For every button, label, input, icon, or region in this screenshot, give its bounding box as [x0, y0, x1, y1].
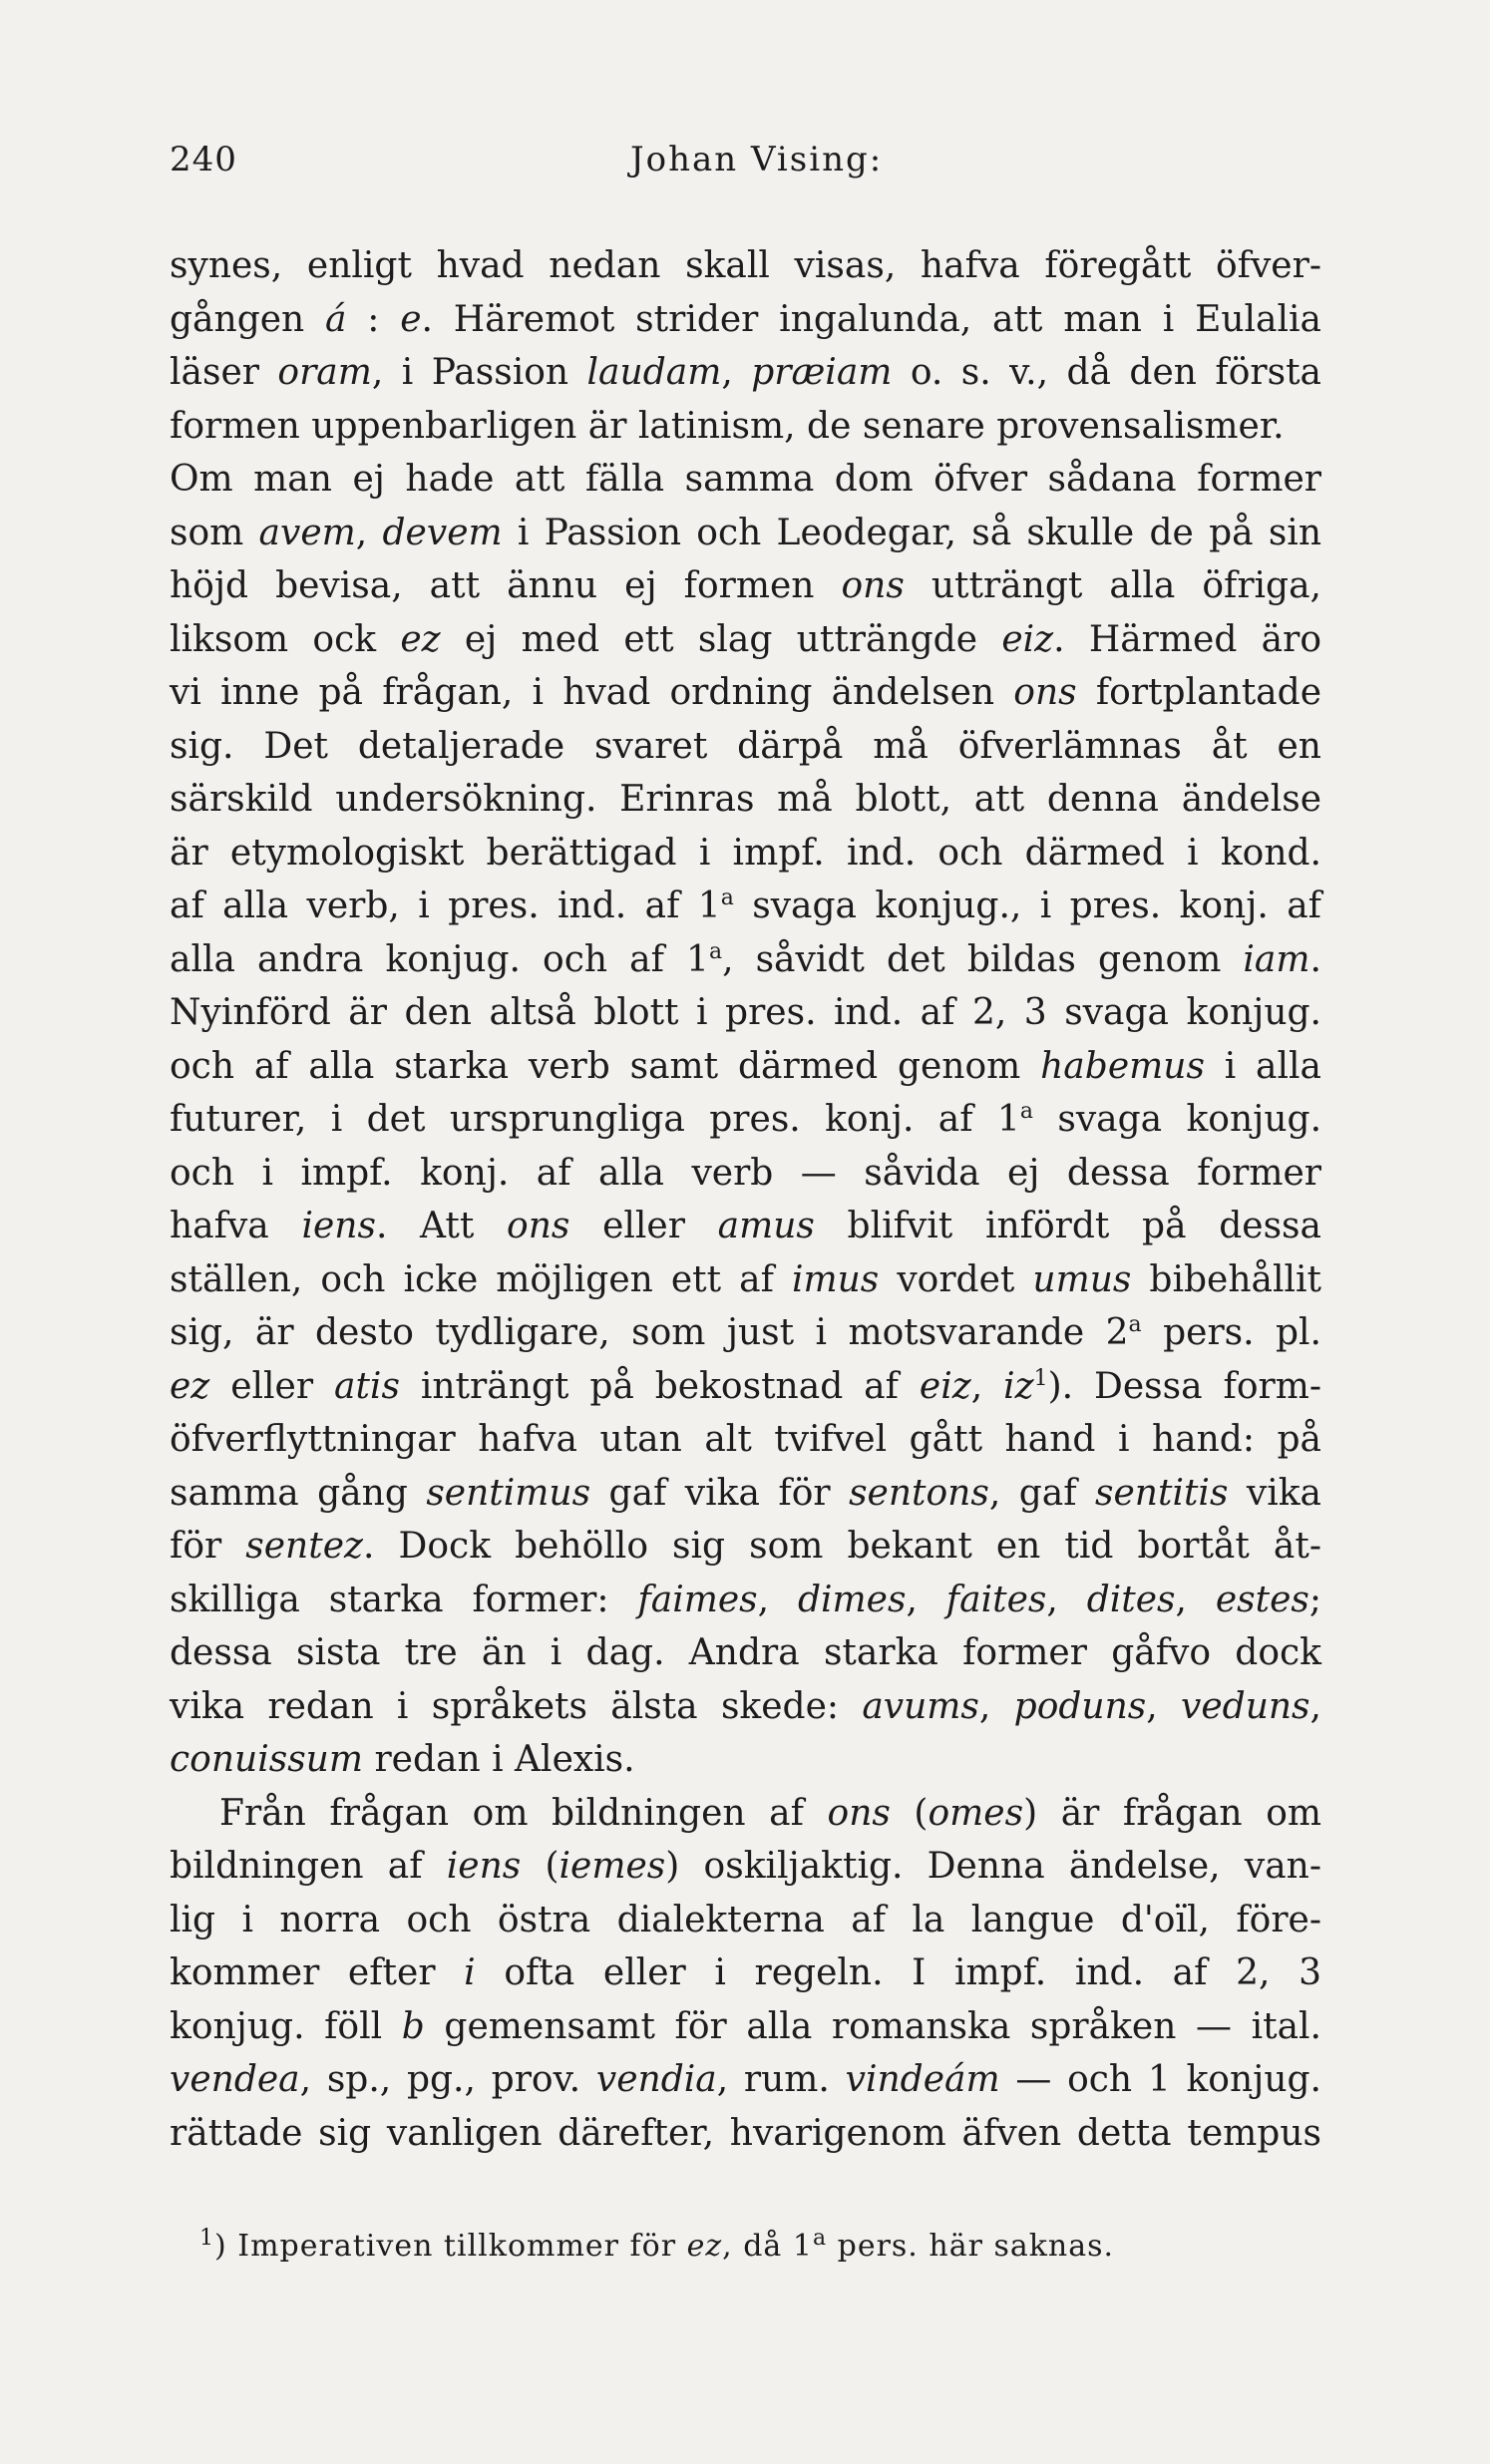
text-line: vi inne på frågan, i hvad ordning ändelsen ons fortplantade — [170, 672, 1321, 713]
text-line: Från frågan om bildningen af ons (omes) är frågan om — [219, 1792, 1321, 1834]
text-line: Nyinförd är den altså blott i pres. ind. af 2, 3 svaga konjug. — [170, 992, 1321, 1033]
text-line: sig, är desto tydligare, som just i motsvarande 2$^a$ pers. pl. — [170, 1312, 1321, 1353]
text-line: dessa sista tre än i dag. Andra starka former gåfvo dock — [170, 1632, 1321, 1673]
text-line: och i impf. konj. af alla verb — såvida ej dessa former — [170, 1152, 1321, 1194]
text-line: läser oram, i Passion laudam, præiam o. s. v., då den första — [170, 352, 1322, 393]
text-line: kommer efter i ofta eller i regeln. I impf. ind. af 2, 3 — [170, 1952, 1321, 1993]
text-line: alla andra konjug. och af 1$^a$, såvidt det bildas genom iam. — [170, 938, 1321, 980]
text-line: formen uppenbarligen är latinism, de senare provensalismer. — [170, 405, 1285, 447]
text-line: som avem, devem i Passion och Leodegar, så skulle de på sin — [170, 512, 1322, 553]
text-line: bildningen af iens (iemes) oskiljaktig. Denna ändelse, van- — [170, 1846, 1322, 1887]
text-line: är etymologiskt berättigad i impf. ind. och därmed i kond. — [170, 832, 1321, 874]
text-line: vika redan i språkets älsta skede: avums, poduns, veduns, — [170, 1685, 1321, 1727]
text-line: och af alla starka verb samt därmed genom habemus i alla — [170, 1045, 1322, 1087]
text-line: särskild undersökning. Erinras må blott, att denna ändelse — [170, 779, 1321, 820]
text-line: sig. Det detaljerade svaret därpå må öfverlämnas åt en — [170, 725, 1321, 767]
text-line: ställen, och icke möjligen ett af imus vordet umus bibehållit — [170, 1258, 1321, 1300]
text-line: för sentez. Dock behöllo sig som bekant en tid bortåt åt- — [170, 1526, 1321, 1567]
text-line: ez eller atis inträngt på bekostnad af eiz, $iz^1$). Dessa form- — [170, 1365, 1322, 1407]
footnote: $^1$) Imperativen tillkommer för ez, då 1$^a$ pers. här saknas. — [199, 2226, 1115, 2264]
text-line: Om man ej hade att fälla samma dom öfver sådana former — [170, 459, 1321, 500]
text-line: vendea, sp., pg., prov. vendia, rum. vindeám — och 1 konjug. — [170, 2059, 1321, 2100]
text-line: konjug. föll b gemensamt för alla romanska språken — ital. — [170, 2005, 1322, 2047]
page-header — [170, 140, 1321, 199]
text-line: futurer, i det ursprungliga pres. konj. af 1$^a$ svaga konjug. — [170, 1099, 1322, 1140]
text-line: skilliga starka former: faimes, dimes, faites, dites, estes; — [170, 1579, 1322, 1620]
text-line: öfverflyttningar hafva utan alt tvifvel gått hand i hand: på — [170, 1419, 1321, 1460]
text-line: gången á : e. Häremot strider ingalunda, att man i Eulalia — [170, 298, 1321, 340]
text-line: lig i norra och östra dialekterna af la langue d'oïl, före- — [170, 1899, 1321, 1940]
text-line: hafva iens. Att ons eller amus blifvit infördt på dessa — [170, 1206, 1321, 1246]
text-line: höjd bevisa, att ännu ej formen ons utträngt alla öfriga, — [170, 565, 1321, 606]
page-number: 240 — [170, 140, 237, 179]
text-line: samma gång sentimus gaf vika för sentons, gaf sentitis vika — [170, 1472, 1322, 1514]
text-line: synes, enligt hvad nedan skall visas, hafva föregått öfver- — [170, 245, 1321, 286]
text-line: af alla verb, i pres. ind. af 1$^a$ svaga konjug., i pres. konj. af — [170, 885, 1322, 926]
running-head: Johan Vising: — [630, 140, 884, 179]
text-line: conuissum redan i Alexis. — [170, 1739, 635, 1780]
text-line: rättade sig vanligen därefter, hvarigenom äfven detta tempus — [170, 2112, 1321, 2154]
text-line: liksom ock ez ej med ett slag utträngde eiz. Härmed äro — [170, 618, 1321, 660]
body-text — [170, 239, 1321, 2160]
